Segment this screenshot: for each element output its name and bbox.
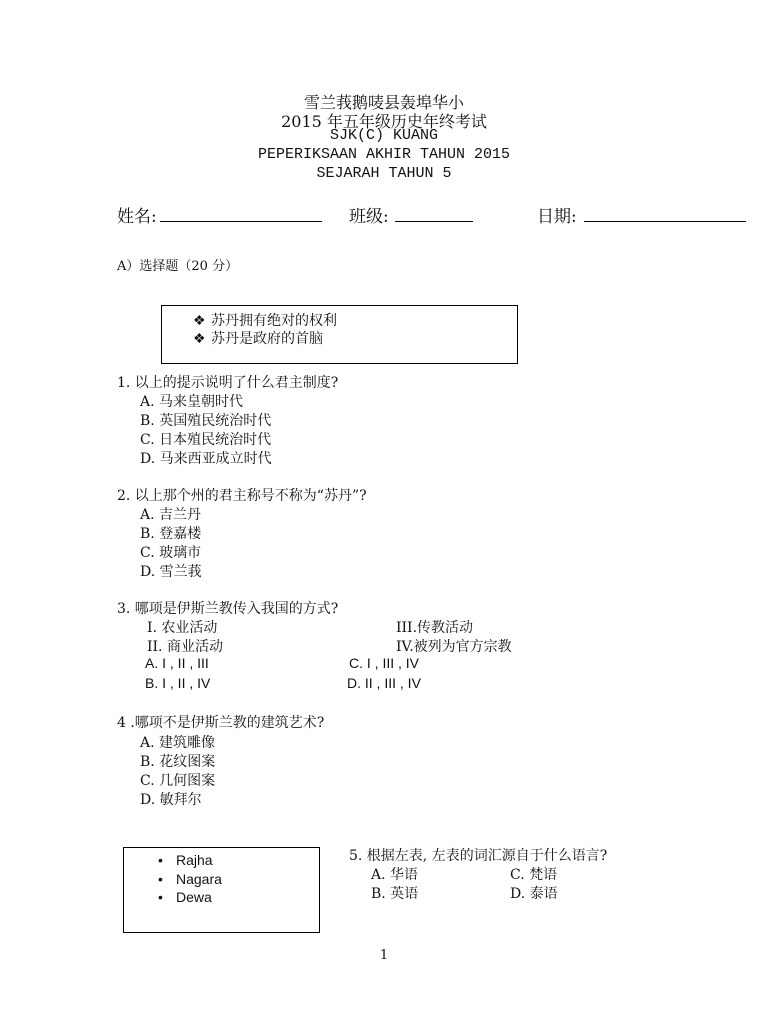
word-box — [123, 847, 320, 933]
hint-item: ❖ 苏丹是政府的首脑 — [193, 331, 323, 347]
q2-option-b[interactable]: B. 登嘉楼 — [140, 526, 202, 542]
question-2-text: 2. 以上那个州的君主称号不称为“苏丹”? — [117, 488, 367, 504]
subject-title-my: SEJARAH TAHUN 5 — [316, 165, 452, 182]
exam-title-cn: 2015 年五年级历史年终考试 — [281, 112, 487, 131]
word-item: • Dewa — [158, 889, 212, 905]
q2-option-d[interactable]: D. 雪兰莪 — [140, 564, 202, 580]
q4-option-b[interactable]: B. 花纹图案 — [140, 754, 216, 770]
q3-option-c[interactable]: C. I , III , IV — [349, 655, 420, 671]
question-4-text: 4 .哪项不是伊斯兰教的建筑艺术? — [117, 715, 325, 731]
dot-bullet-icon: • — [158, 852, 163, 868]
class-field-line[interactable] — [395, 221, 473, 222]
q3-item-iv: IV.被列为官方宗教 — [396, 639, 512, 655]
q5-option-a[interactable]: A. 华语 — [371, 867, 419, 883]
q2-option-c[interactable]: C. 玻璃市 — [140, 545, 202, 561]
date-label: 日期: — [537, 207, 577, 227]
dot-bullet-icon: • — [158, 871, 163, 887]
class-label: 班级: — [349, 207, 389, 227]
q5-option-d[interactable]: D. 泰语 — [510, 886, 558, 902]
q3-item-iii: III.传教活动 — [396, 620, 474, 636]
hint-box — [161, 305, 518, 364]
exam-title-my: PEPERIKSAAN AKHIR TAHUN 2015 — [257, 146, 511, 163]
page-number: 1 — [379, 948, 389, 963]
q5-option-b[interactable]: B. 英语 — [371, 886, 419, 902]
q4-option-d[interactable]: D. 敏拜尔 — [140, 792, 202, 808]
word-item: • Nagara — [158, 871, 222, 887]
question-1-text: 1. 以上的提示说明了什么君主制度? — [117, 375, 339, 391]
q2-option-a[interactable]: A. 吉兰丹 — [140, 507, 202, 523]
q3-option-d[interactable]: D. II , III , IV — [347, 675, 421, 691]
q3-option-b[interactable]: B. I , II , IV — [145, 675, 211, 691]
date-field-line[interactable] — [584, 221, 746, 222]
school-name-cn: 雪兰莪鹅唛县轰埠华小 — [303, 93, 464, 112]
name-label: 姓名: — [117, 207, 157, 227]
diamond-bullet-icon: ❖ — [193, 331, 206, 347]
name-field-line[interactable] — [160, 221, 322, 222]
q3-option-a[interactable]: A. I , II , III — [145, 655, 209, 671]
q4-option-c[interactable]: C. 几何图案 — [140, 773, 216, 789]
dot-bullet-icon: • — [158, 889, 163, 905]
word-item: • Rajha — [158, 852, 213, 868]
q3-item-i: I. 农业活动 — [147, 620, 218, 636]
section-a-title: A）选择题（20 分） — [117, 259, 239, 274]
q1-option-c[interactable]: C. 日本殖民统治时代 — [140, 432, 272, 448]
q1-option-a[interactable]: A. 马来皇朝时代 — [140, 394, 244, 410]
school-name-my: SJK(C) KUANG — [329, 127, 439, 144]
question-5-text: 5. 根据左表, 左表的词汇源自于什么语言? — [349, 848, 608, 864]
q3-item-ii: II. 商业活动 — [147, 639, 223, 655]
question-3-text: 3. 哪项是伊斯兰教传入我国的方式? — [117, 601, 339, 617]
q5-option-c[interactable]: C. 梵语 — [510, 867, 558, 883]
q1-option-b[interactable]: B. 英国殖民统治时代 — [140, 413, 272, 429]
q4-option-a[interactable]: A. 建筑雕像 — [140, 735, 216, 751]
diamond-bullet-icon: ❖ — [193, 313, 206, 329]
hint-item: ❖ 苏丹拥有绝对的权利 — [193, 313, 337, 329]
q1-option-d[interactable]: D. 马来西亚成立时代 — [140, 451, 272, 467]
